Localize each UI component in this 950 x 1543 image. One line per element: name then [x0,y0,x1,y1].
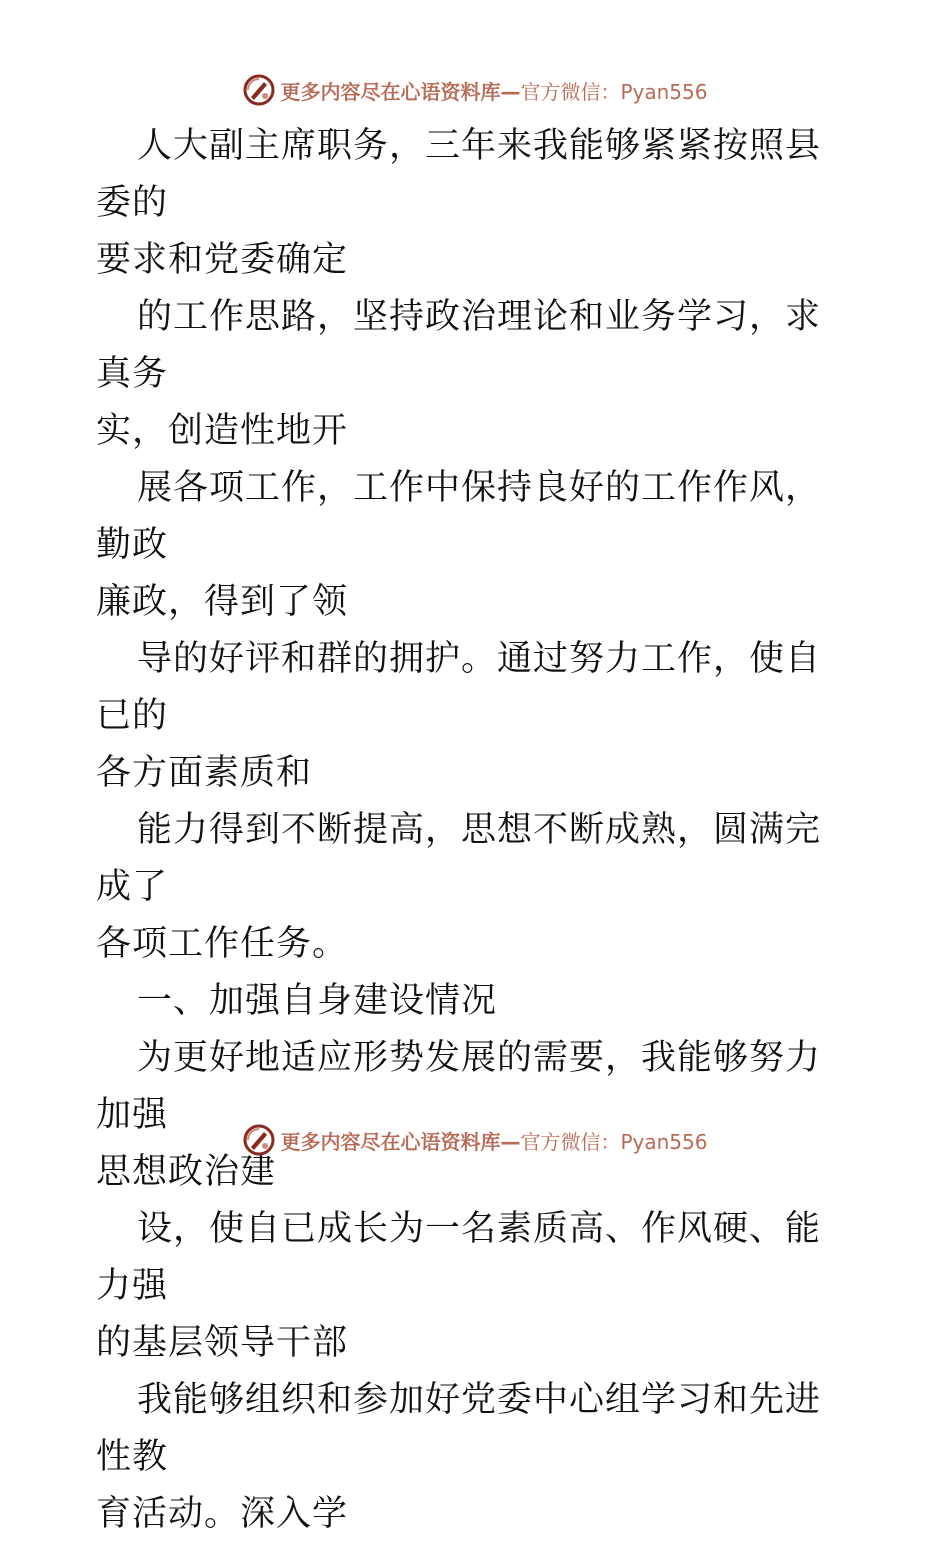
paragraph-4 [96,631,856,802]
paragraph-4-line-2: 各方面素质和 [96,753,313,793]
header-brand-text: 更多内容尽在心语资料库 [280,79,501,104]
footer-separator: — [500,1129,521,1154]
paragraph-4-line-1: 导的好评和群的拥护。通过努力工作，使自已的 [96,639,822,736]
paragraph-7-line-2: 的基层领导干部 [96,1323,349,1363]
paragraph-8-line-2: 育活动。深入学 [96,1494,349,1534]
paragraph-5-line-1: 能力得到不断提高，思想不断成熟，圆满完成了 [96,810,822,907]
paragraph-6-line-2: 思想政治建 [96,1152,277,1192]
paragraph-8 [96,1372,856,1543]
paragraph-2-line-1: 的工作思路，坚持政治理论和业务学习，求真务 [96,297,822,394]
paragraph-5-line-2: 各项工作任务。 [96,924,349,964]
footer-wechat-text: 官方微信：Pyan556 [520,1129,708,1154]
paragraph-6 [96,1030,856,1201]
paragraph-1-line-1: 人大副主席职务，三年来我能够紧紧按照县委的 [96,126,822,223]
header-banner-text [280,76,707,105]
footer-banner-text [280,1126,707,1155]
paragraph-1 [96,118,856,289]
paragraph-1-line-2: 要求和党委确定 [96,240,349,280]
section-heading-1 [96,973,856,1030]
document-body [96,118,856,1543]
paragraph-7-line-1: 设，使自已成长为一名素质高、作风硬、能力强 [96,1209,822,1306]
section-heading-1-text: 一、加强自身建设情况 [137,981,498,1021]
paragraph-5 [96,802,856,973]
paragraph-8-line-1: 我能够组织和参加好党委中心组学习和先进性教 [96,1380,822,1477]
paragraph-2-line-2: 实，创造性地开 [96,411,349,451]
paragraph-7 [96,1201,856,1372]
footer-banner [0,1120,950,1160]
header-wechat-text: 官方微信：Pyan556 [520,79,708,104]
paragraph-6-line-1: 为更好地适应形势发展的需要，我能够努力加强 [96,1038,822,1135]
header-separator: — [500,79,521,104]
footer-brand-text: 更多内容尽在心语资料库 [280,1129,501,1154]
header-banner [0,70,950,110]
paragraph-2 [96,289,856,460]
brand-logo-icon [242,73,276,107]
brand-logo-icon [242,1123,276,1157]
paragraph-3 [96,460,856,631]
paragraph-3-line-2: 廉政，得到了领 [96,582,349,622]
paragraph-3-line-1: 展各项工作，工作中保持良好的工作作风，勤政 [96,468,822,565]
